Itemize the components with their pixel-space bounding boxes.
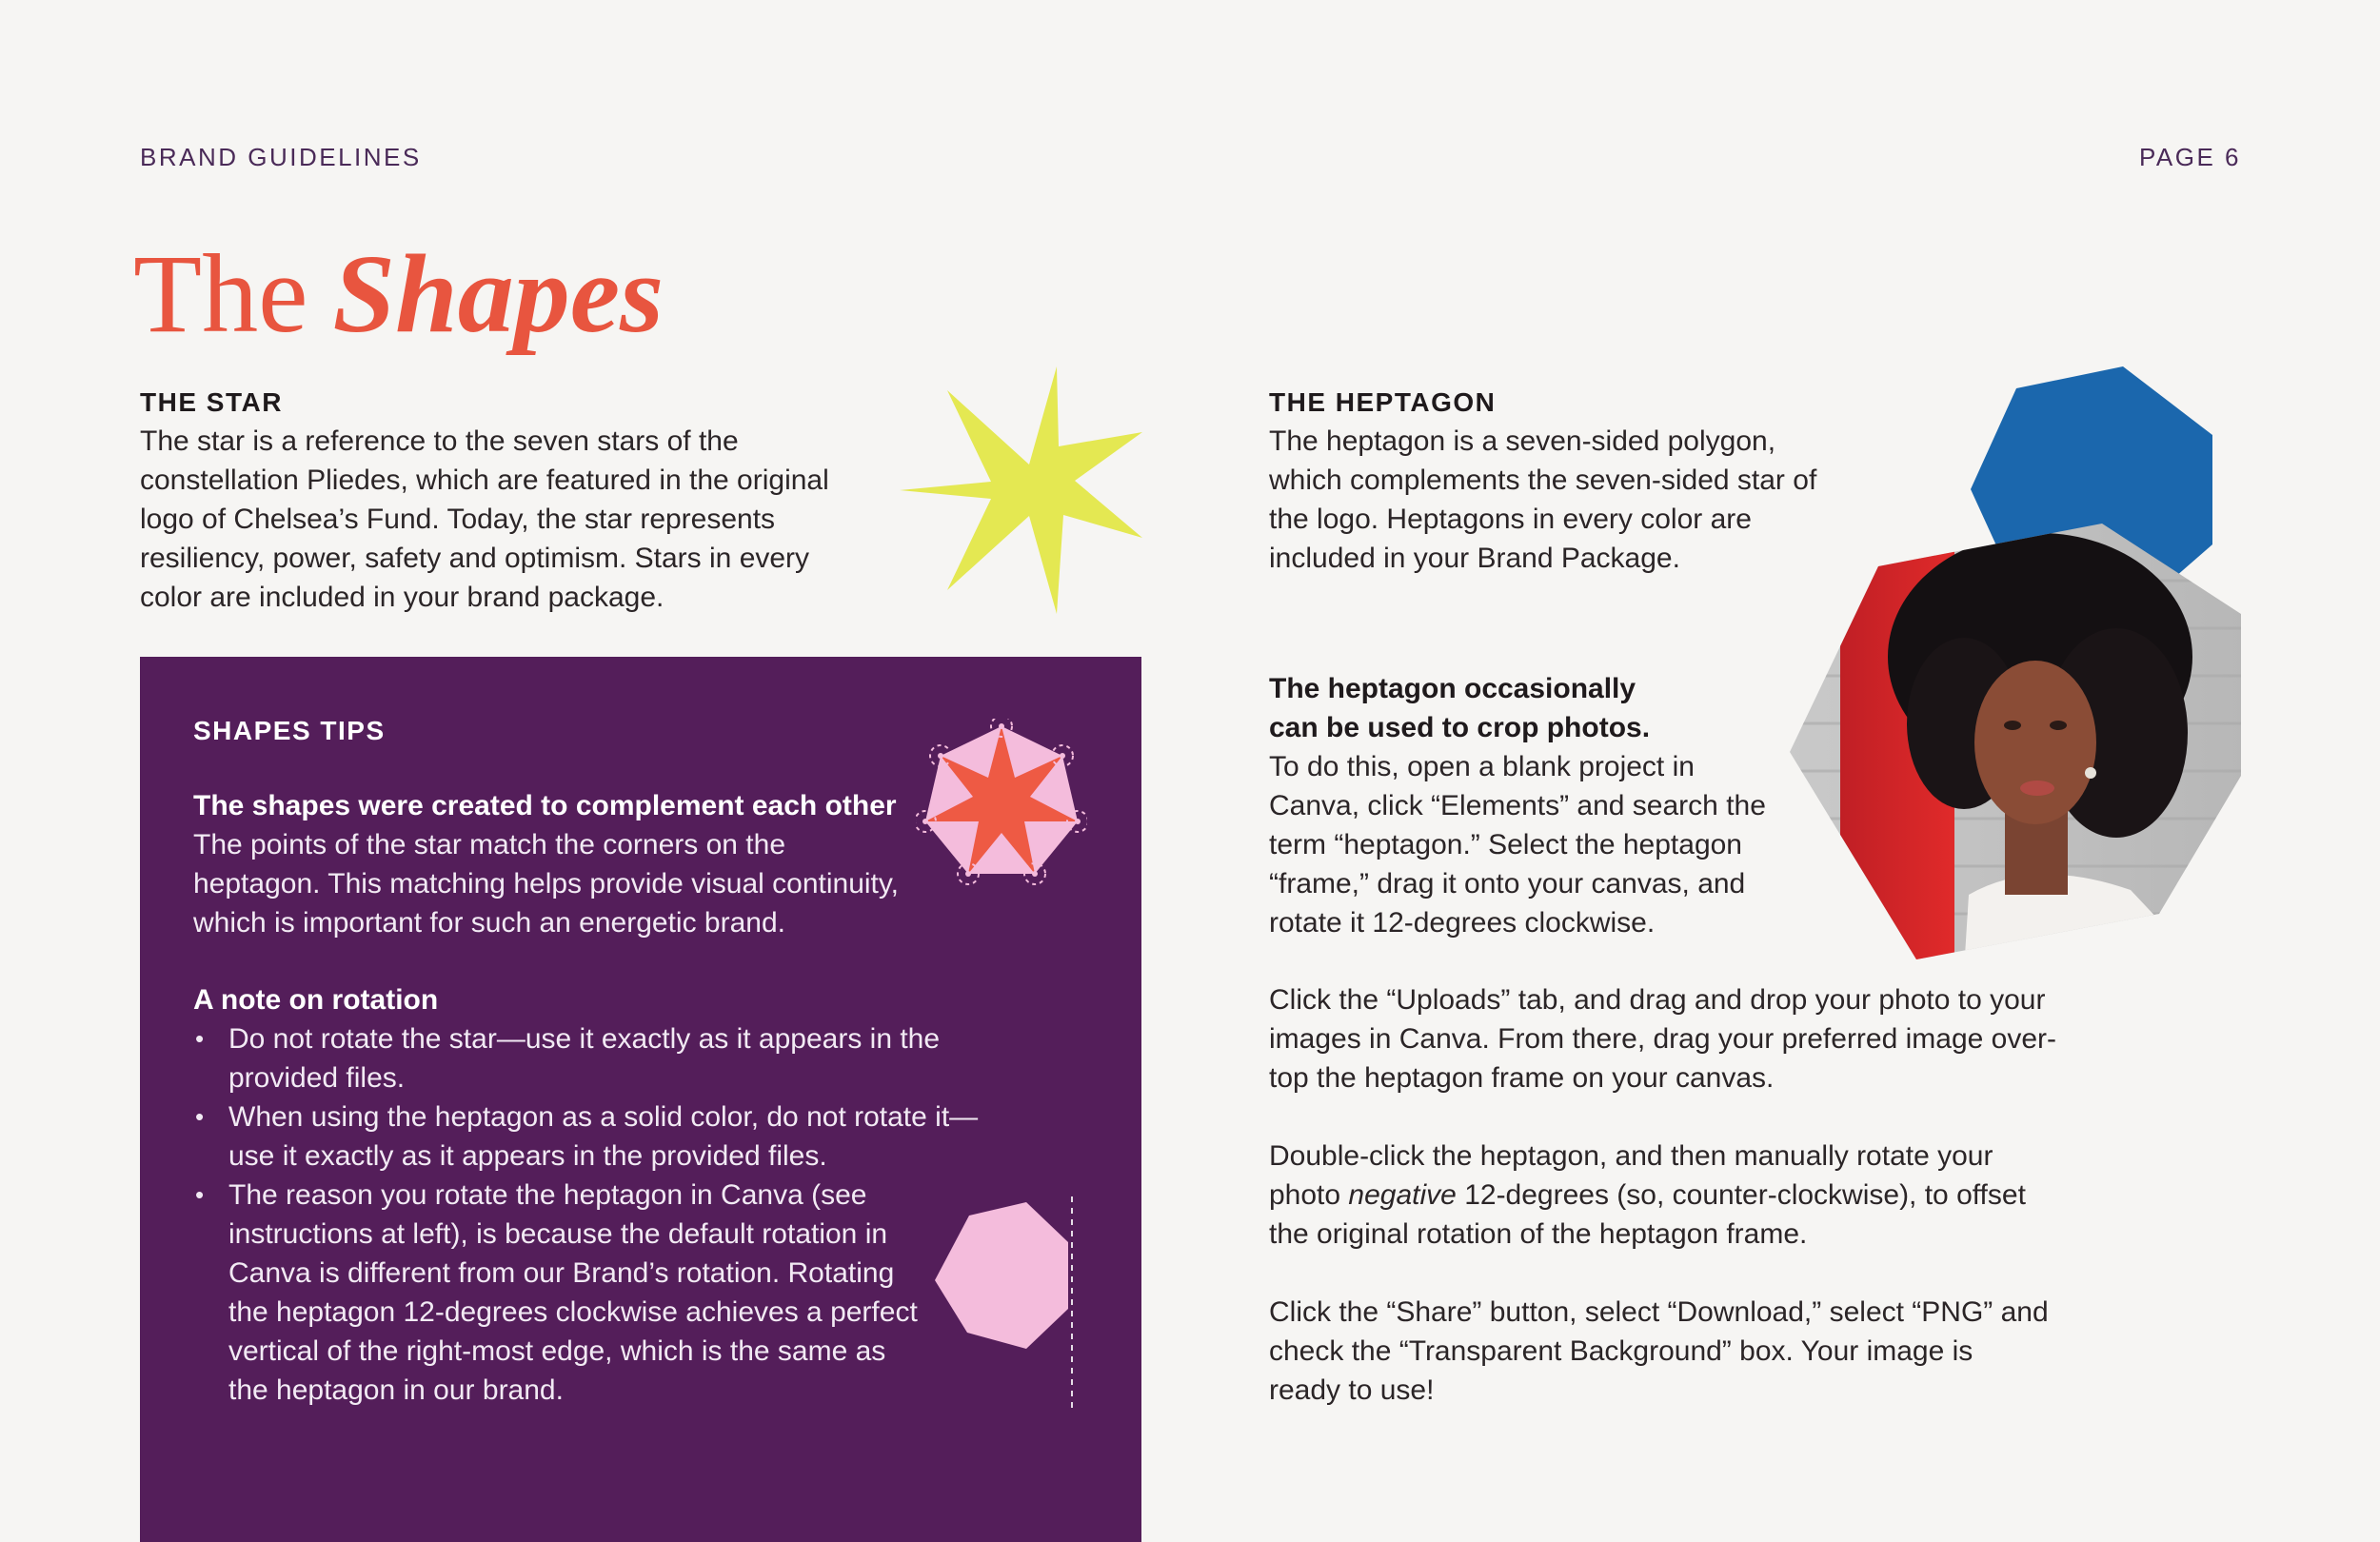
heptagon-cropped-portrait xyxy=(1788,524,2245,990)
complement-body: The points of the star match the corners on the heptagon. This matching helps provide visual continuity, which is important for such an energetic brand. xyxy=(193,829,899,939)
crop-instructions xyxy=(1269,669,1802,942)
yellow-star-icon xyxy=(895,362,1152,619)
crop-step-4: Click the “Share” button, select “Download,” select “PNG” and check the “Transparent Background” box. Your image is ready to use! xyxy=(1269,1296,2049,1406)
star-section xyxy=(140,386,863,617)
crop-step-3-before: Double-click the heptagon, and then manually rotate your photo xyxy=(1269,1140,1993,1211)
star-description: The star is a reference to the seven stars of the constellation Pliedes, which are featured in the original logo of Chelsea’s Fund. Today, the star represents resiliency, power, safety and optimism. Stars in every color are included in your brand package. xyxy=(140,425,829,614)
rotation-tip xyxy=(193,980,1012,1410)
page-title-emphasis: Shapes xyxy=(332,231,664,356)
crop-step-3-after: 12-degrees (so, counter-clockwise), to offset the original rotation of the heptagon frame. xyxy=(1269,1179,2026,1250)
crop-title: The heptagon occasionally can be used to crop photos. xyxy=(1269,673,1651,743)
crop-step-3-emphasis: negative xyxy=(1348,1179,1457,1211)
rotation-bullet-2: • When using the heptagon as a solid color, do not rotate it—use it exactly as it appears in the provided files. xyxy=(193,1097,1009,1176)
rotation-bullet-3: • The reason you rotate the heptagon in Canva (see instructions at left), is because the default rotation in Canva is different from our Brand’s rotation. Rotating the heptagon 12-degrees clockwise achieves a perfect vertical of the right-most edge, which is the same as the heptagon in our brand. xyxy=(193,1176,933,1410)
heptagon-section xyxy=(1269,386,1840,578)
brand-guidelines-eyebrow: BRAND GUIDELINES xyxy=(140,143,422,171)
star-in-heptagon-icon xyxy=(916,719,1087,890)
crop-step-3 xyxy=(1269,1137,2059,1254)
crop-step-1: To do this, open a blank project in Canva, click “Elements” and search the term “heptagon.” Select the heptagon “frame,” drag it onto your canvas, and rotate it 12-degrees clockwise. xyxy=(1269,751,1766,939)
page-title-plain: The xyxy=(133,231,308,356)
heptagon-label: THE HEPTAGON xyxy=(1269,387,1497,417)
diagram-rotated-heptagon xyxy=(935,1202,1068,1349)
rotation-bullet-1: • Do not rotate the star—use it exactly as it appears in the provided files. xyxy=(193,1019,962,1097)
complement-title: The shapes were created to complement each other xyxy=(193,790,897,821)
crop-step-2: Click the “Uploads” tab, and drag and drop your photo to your images in Canva. From there, drag your preferred image over-top the heptagon frame on your canvas. xyxy=(1269,984,2057,1094)
shapes-tips-label: SHAPES TIPS xyxy=(193,716,386,745)
complement-tip xyxy=(193,786,917,942)
crop-instructions-continued xyxy=(1269,980,2088,1410)
heptagon-vertical-edge-icon xyxy=(933,1195,1085,1414)
star-label: THE STAR xyxy=(140,387,283,417)
heptagon-description: The heptagon is a seven-sided polygon, which complements the seven-sided star of the logo. Heptagons in every color are included in your Brand Package. xyxy=(1269,425,1817,575)
shapes-tips-panel xyxy=(140,657,1141,1542)
page-title xyxy=(133,231,664,356)
rotation-title: A note on rotation xyxy=(193,984,439,1016)
yellow-star-shape xyxy=(900,366,1142,614)
page-number: PAGE 6 xyxy=(2138,143,2241,171)
rotation-bullet-list xyxy=(193,1019,1012,1410)
